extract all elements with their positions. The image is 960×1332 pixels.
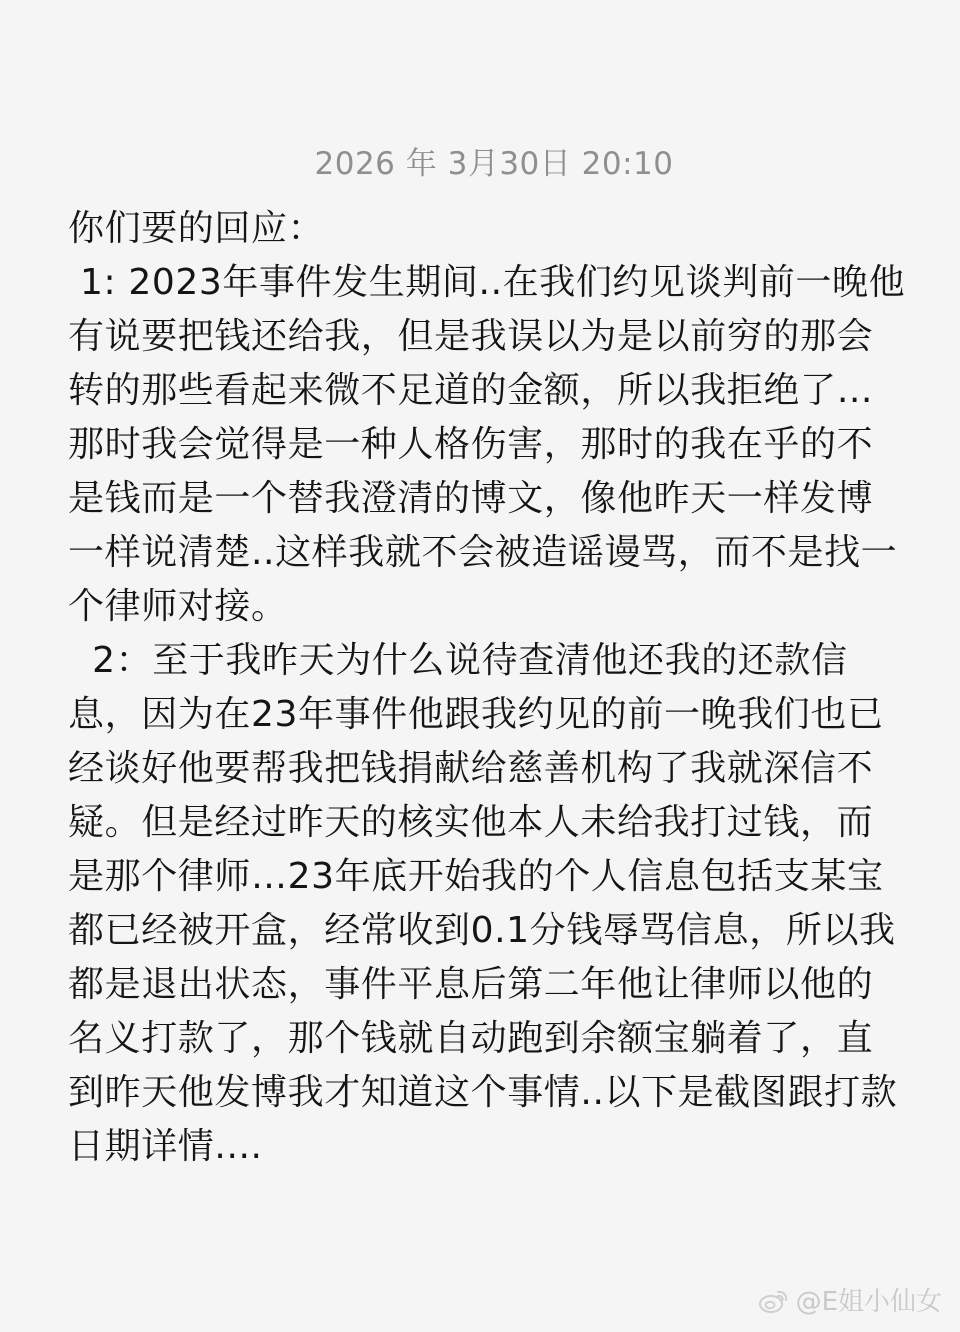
note-body	[68, 202, 918, 1174]
note-line: 名义打款了，那个钱就自动跑到余额宝躺着了，直	[68, 1018, 874, 1059]
note-line: 1: 2023年事件发生期间..在我们约见谈判前一晚他	[68, 262, 906, 303]
note-line: 那时我会觉得是一种人格伤害，那时的我在乎的不	[68, 424, 874, 465]
note-line: 都是退出状态，事件平息后第二年他让律师以他的	[68, 964, 874, 1005]
note-line: 经谈好他要帮我把钱捐献给慈善机构了我就深信不	[68, 748, 874, 789]
note-line: 都已经被开盒，经常收到0.1分钱辱骂信息，所以我	[68, 910, 896, 951]
note-line: 到昨天他发博我才知道这个事情..以下是截图跟打款	[68, 1072, 898, 1113]
note-line: 2：至于我昨天为什么说待查清他还我的还款信	[68, 640, 848, 681]
note-line: 日期详情....	[68, 1126, 263, 1167]
note-line: 一样说清楚..这样我就不会被造谣谩骂，而不是找一	[68, 532, 898, 573]
weibo-watermark	[758, 1282, 942, 1322]
note-line: 疑。但是经过昨天的核实他本人未给我打过钱，而	[68, 802, 874, 843]
note-line: 个律师对接。	[68, 586, 288, 627]
watermark-text: @E姐小仙女	[795, 1287, 942, 1317]
note-line: 你们要的回应：	[68, 208, 325, 249]
note-line: 是钱而是一个替我澄清的博文，像他昨天一样发博	[68, 478, 874, 519]
note-line: 转的那些看起来微不足道的金额，所以我拒绝了…	[68, 370, 874, 411]
note-line: 息，因为在23年事件他跟我约见的前一晚我们也已	[68, 694, 884, 735]
note-timestamp: 2026 年 3月30日 20:10	[314, 146, 674, 182]
weibo-icon	[758, 1288, 790, 1316]
note-line: 有说要把钱还给我，但是我误以为是以前穷的那会	[68, 316, 874, 357]
note-line: 是那个律师…23年底开始我的个人信息包括支某宝	[68, 856, 884, 897]
